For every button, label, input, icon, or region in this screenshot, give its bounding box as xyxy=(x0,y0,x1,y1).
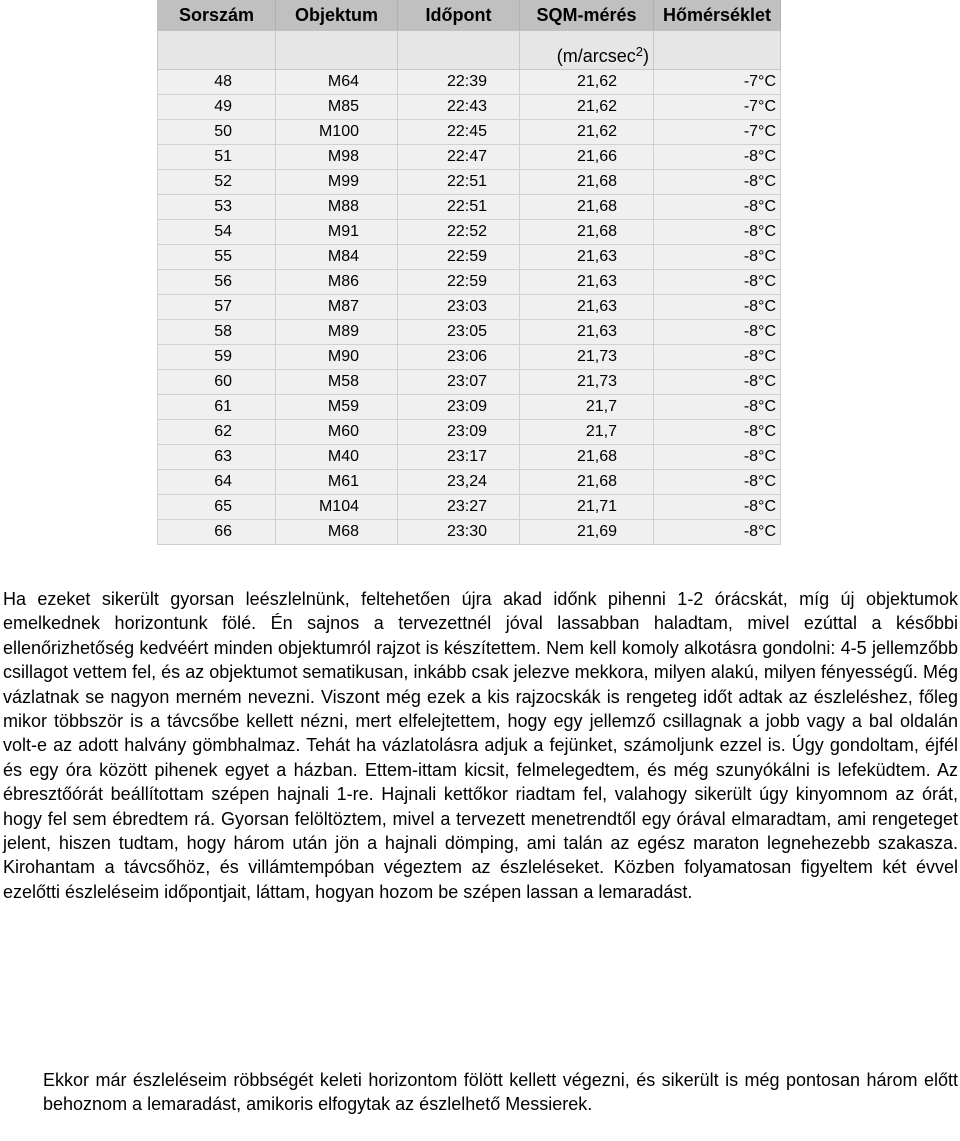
row-number: 58 xyxy=(158,320,276,345)
row-temperature: -7°C xyxy=(654,70,781,95)
row-object: M88 xyxy=(276,195,398,220)
row-object: M104 xyxy=(276,495,398,520)
body-text-2 xyxy=(3,1068,958,1117)
table-row xyxy=(158,245,781,270)
row-temperature: -8°C xyxy=(654,420,781,445)
row-sqm: 21,7 xyxy=(520,395,654,420)
table-row xyxy=(158,470,781,495)
row-time: 22:43 xyxy=(398,95,520,120)
row-time: 23:05 xyxy=(398,320,520,345)
row-sqm: 21,63 xyxy=(520,295,654,320)
row-time: 23,24 xyxy=(398,470,520,495)
row-temperature: -8°C xyxy=(654,195,781,220)
table-row xyxy=(158,295,781,320)
row-number: 54 xyxy=(158,220,276,245)
table-row xyxy=(158,270,781,295)
row-number: 50 xyxy=(158,120,276,145)
table-row xyxy=(158,495,781,520)
row-number: 65 xyxy=(158,495,276,520)
table-unit-row xyxy=(158,31,781,70)
table-row xyxy=(158,95,781,120)
table-row xyxy=(158,120,781,145)
header-time: Időpont xyxy=(398,1,520,31)
sqm-unit: (m/arcsec$^2$) xyxy=(520,31,654,70)
row-temperature: -8°C xyxy=(654,245,781,270)
row-temperature: -8°C xyxy=(654,320,781,345)
row-sqm: 21,73 xyxy=(520,370,654,395)
row-time: 22:51 xyxy=(398,170,520,195)
row-object: M87 xyxy=(276,295,398,320)
row-temperature: -8°C xyxy=(654,270,781,295)
row-number: 55 xyxy=(158,245,276,270)
table-row xyxy=(158,420,781,445)
row-time: 22:39 xyxy=(398,70,520,95)
observation-table xyxy=(157,0,781,545)
row-sqm: 21,63 xyxy=(520,245,654,270)
row-object: M61 xyxy=(276,470,398,495)
row-time: 22:45 xyxy=(398,120,520,145)
observation-table-container xyxy=(157,0,780,545)
row-sqm: 21,7 xyxy=(520,420,654,445)
row-sqm: 21,68 xyxy=(520,445,654,470)
row-time: 23:09 xyxy=(398,420,520,445)
row-temperature: -8°C xyxy=(654,145,781,170)
row-temperature: -8°C xyxy=(654,345,781,370)
header-sqm: SQM-mérés xyxy=(520,1,654,31)
row-sqm: 21,68 xyxy=(520,220,654,245)
row-temperature: -7°C xyxy=(654,95,781,120)
row-time: 23:03 xyxy=(398,295,520,320)
row-time: 23:09 xyxy=(398,395,520,420)
row-temperature: -8°C xyxy=(654,520,781,545)
row-number: 66 xyxy=(158,520,276,545)
row-number: 53 xyxy=(158,195,276,220)
row-number: 49 xyxy=(158,95,276,120)
row-number: 52 xyxy=(158,170,276,195)
row-temperature: -8°C xyxy=(654,445,781,470)
row-object: M60 xyxy=(276,420,398,445)
row-sqm: 21,63 xyxy=(520,320,654,345)
row-sqm: 21,68 xyxy=(520,195,654,220)
row-time: 23:07 xyxy=(398,370,520,395)
table-row xyxy=(158,195,781,220)
row-object: M68 xyxy=(276,520,398,545)
row-number: 48 xyxy=(158,70,276,95)
header-number: Sorszám xyxy=(158,1,276,31)
row-sqm: 21,71 xyxy=(520,495,654,520)
table-row xyxy=(158,345,781,370)
row-object: M99 xyxy=(276,170,398,195)
table-row xyxy=(158,220,781,245)
row-time: 23:06 xyxy=(398,345,520,370)
row-number: 60 xyxy=(158,370,276,395)
row-sqm: 21,68 xyxy=(520,170,654,195)
row-number: 63 xyxy=(158,445,276,470)
row-object: M91 xyxy=(276,220,398,245)
row-number: 61 xyxy=(158,395,276,420)
row-object: M64 xyxy=(276,70,398,95)
row-sqm: 21,62 xyxy=(520,120,654,145)
row-time: 22:47 xyxy=(398,145,520,170)
row-number: 59 xyxy=(158,345,276,370)
row-number: 56 xyxy=(158,270,276,295)
table-header-row xyxy=(158,1,781,31)
row-temperature: -8°C xyxy=(654,170,781,195)
row-number: 57 xyxy=(158,295,276,320)
row-time: 22:51 xyxy=(398,195,520,220)
table-row xyxy=(158,320,781,345)
row-time: 23:17 xyxy=(398,445,520,470)
row-time: 22:59 xyxy=(398,270,520,295)
row-time: 22:52 xyxy=(398,220,520,245)
row-object: M100 xyxy=(276,120,398,145)
row-temperature: -8°C xyxy=(654,495,781,520)
row-object: M84 xyxy=(276,245,398,270)
row-number: 62 xyxy=(158,420,276,445)
row-temperature: -8°C xyxy=(654,470,781,495)
row-sqm: 21,62 xyxy=(520,95,654,120)
row-temperature: -8°C xyxy=(654,295,781,320)
row-object: M86 xyxy=(276,270,398,295)
row-object: M89 xyxy=(276,320,398,345)
row-object: M40 xyxy=(276,445,398,470)
row-number: 64 xyxy=(158,470,276,495)
row-temperature: -7°C xyxy=(654,120,781,145)
row-time: 22:59 xyxy=(398,245,520,270)
paragraph-2: Ekkor már észleléseim röbbségét keleti horizontom fölött kellett végezni, és sikerült is még pontosan három előtt behoznom a lemaradást, amikoris elfogytak az észlelhető Messierek. xyxy=(43,1070,958,1115)
row-object: M98 xyxy=(276,145,398,170)
row-sqm: 21,73 xyxy=(520,345,654,370)
table-row xyxy=(158,70,781,95)
row-sqm: 21,69 xyxy=(520,520,654,545)
row-object: M85 xyxy=(276,95,398,120)
row-temperature: -8°C xyxy=(654,220,781,245)
row-temperature: -8°C xyxy=(654,370,781,395)
table-row xyxy=(158,170,781,195)
body-text xyxy=(3,587,958,904)
table-row xyxy=(158,395,781,420)
row-object: M58 xyxy=(276,370,398,395)
row-temperature: -8°C xyxy=(654,395,781,420)
row-object: M90 xyxy=(276,345,398,370)
row-time: 23:30 xyxy=(398,520,520,545)
table-body xyxy=(158,70,781,545)
table-row xyxy=(158,145,781,170)
row-time: 23:27 xyxy=(398,495,520,520)
row-sqm: 21,68 xyxy=(520,470,654,495)
row-sqm: 21,66 xyxy=(520,145,654,170)
row-sqm: 21,62 xyxy=(520,70,654,95)
header-object: Objektum xyxy=(276,1,398,31)
row-sqm: 21,63 xyxy=(520,270,654,295)
paragraph-1: Ha ezeket sikerült gyorsan leészlelnünk, feltehetően újra akad időnk pihenni 1-2 órácskát, míg új objektumok emelkednek horizontunk fölé. Én sajnos a tervezettnél jóval lassabban haladtam, mivel ezúttal a későbbi ellenőrizhetőség kedvéért minden objektumról rajzot is készítettem. Nem kell komoly alkotásra gondolni: 4-5 jellemzőbb csillagot vettem fel, és az objektumot sematikusan, inkább csak jelezve mekkora, milyen alakú, milyen fényességű. Még vázlatnak se nagyon merném nevezni. Viszont még ezek a kis rajzocskák is rengeteg időt adtak az észleléshez, főleg mikor többször is a távcsőbe kellett nézni, mert elfelejtettem, hogy egy jellemző csillagnak a jobb vagy a bal oldalán volt-e az adott halvány gömbhalmaz. Tehát ha vázlatolásra adjuk a fejünket, számoljunk ezzel is. Úgy gondoltam, éjfél és egy óra között pihenek egyet a házban. Ettem-ittam kicsit, felmelegedtem, és még szunyókálni is lefeküdtem. Az ébresztőórát beállítottam szépen hajnali 1-re. Hajnali kettőkor riadtam fel, valahogy sikerült úgy kinyomnom az órát, hogy fel sem ébredtem rá. Gyorsan felöltöztem, mivel a tervezett menetrendtől egy órával elmaradtam, ami rengeteget jelent, hiszen tudtam, hogy három után jön a hajnali dömping, ami talán az egész maraton legnehezebb szakasza. Kirohantam a távcsőhöz, és villámtempóban végeztem az észleléseket. Közben folyamatosan figyeltem két évvel ezelőtti észleléseim időpontjait, láttam, hogyan hozom be szépen lassan a lemaradást. xyxy=(3,589,958,902)
table-row xyxy=(158,370,781,395)
row-number: 51 xyxy=(158,145,276,170)
table-row xyxy=(158,445,781,470)
table-row xyxy=(158,520,781,545)
header-temperature: Hőmérséklet xyxy=(654,1,781,31)
row-object: M59 xyxy=(276,395,398,420)
